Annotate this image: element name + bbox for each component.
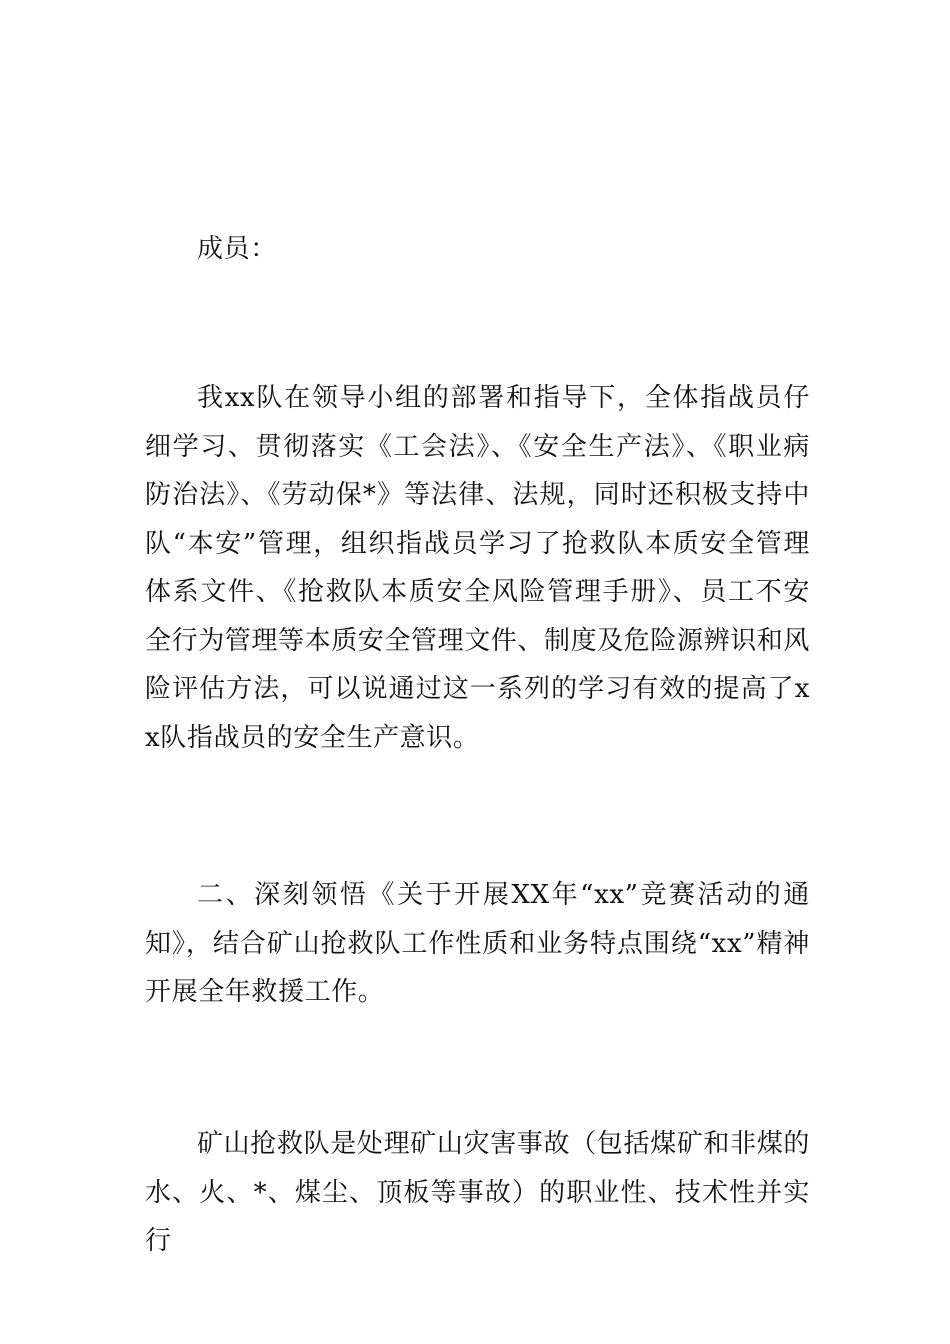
section-two-heading-paragraph: 二、深刻领悟《关于开展XX年“xx”竞赛活动的通知》，结合矿山抢救队工作性质和业务特点围绕“xx”精神开展全年救援工作。 [145,880,810,1007]
study-paragraph: 我xx队在领导小组的部署和指导下，全体指战员仔细学习、贯彻落实《工会法》、《安全生产法》、《职业病防治法》、《劳动保*》等法律、法规，同时还积极支持中队“本安”管理，组织指战员学习了抢救队本质安全管理体系文件、《抢救队本质安全风险管理手册》、员工不安全行为管理等本质安全管理文件、制度及危险源辨识和风险评估方法，可以说通过这一系列的学习有效的提高了xx队指战员的安全生产意识。 [145,383,811,753]
rescue-team-paragraph: 矿山抢救队是处理矿山灾害事故（包括煤矿和非煤的水、火、*、煤尘、顶板等事故）的职业性、技术性并实行 [145,1129,810,1256]
members-label-paragraph: 成员： [197,234,277,264]
